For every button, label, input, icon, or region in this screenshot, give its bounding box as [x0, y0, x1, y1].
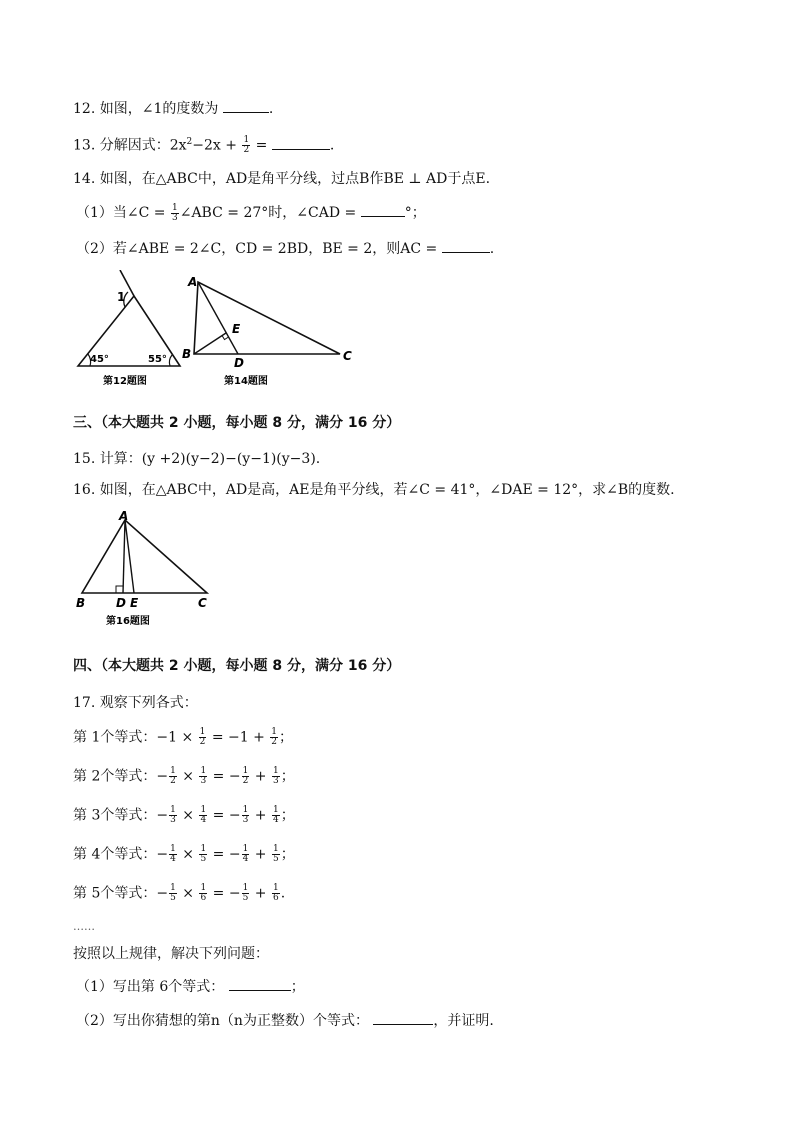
question-17: [73, 694, 198, 712]
question-14-1-fraction: $\frac{1}{3}$: [171, 202, 178, 223]
fig16-caption: 第16题图: [106, 616, 150, 627]
question-17-part-1: [76, 977, 305, 996]
question-13-fraction: $\frac{1}{2}$: [243, 135, 250, 156]
equation-2: 第 2个等式：− $\frac{1}{2}$ × $\frac{1}{3}$ = − $\frac{1}{2}$ + $\frac{1}{3}$ ；: [73, 766, 295, 786]
fig16-segment-ae: [125, 520, 134, 593]
fig14-label-d: D: [234, 356, 244, 370]
fig14-caption: 第14题图: [224, 376, 268, 387]
question-14-2-end: .: [489, 241, 495, 257]
question-14-1-prefix: （1）当∠C =: [76, 205, 170, 221]
equation-5: 第 5个等式：− $\frac{1}{5}$ × $\frac{1}{6}$ = − $\frac{1}{5}$ + $\frac{1}{6}$ .: [73, 883, 286, 903]
answer-blank-14-1: [361, 203, 405, 217]
question-13-end: .: [329, 137, 335, 154]
fig16-label-b: B: [76, 596, 86, 610]
question-13-equals: =: [251, 137, 268, 154]
fig14-label-e: E: [232, 322, 241, 336]
section-3-title: 三、（本大题共 2 小题，每小题 8 分，满分 16 分）: [73, 415, 401, 431]
question-14-text: 14. 如图，在△ABC中，AD是角平分线，过点B作BE ⊥ AD于点E.: [73, 171, 491, 187]
fig12-caption: 第12题图: [103, 376, 147, 387]
question-13: [73, 133, 334, 155]
figure-14: [180, 270, 360, 390]
fig12-label-55: 55°: [148, 354, 167, 365]
question-17-2-text: （2）写出你猜想的第n（n为正整数）个等式：: [76, 1013, 369, 1029]
fig14-label-a: A: [188, 275, 198, 289]
question-13-mid: −2x +: [192, 137, 242, 154]
fig14-triangle: [194, 282, 340, 354]
figure-12: [70, 270, 190, 390]
rule-instruction: 按照以上规律，解决下列问题：: [73, 946, 269, 962]
answer-blank-17-2: [373, 1011, 433, 1025]
fig12-label-45: 45°: [90, 354, 109, 365]
fig16-right-angle-mark: [116, 586, 123, 593]
question-12-end: .: [268, 101, 274, 117]
section-4-title: 四、（本大题共 2 小题，每小题 8 分，满分 16 分）: [73, 658, 401, 674]
answer-blank-13: [272, 136, 330, 150]
fig16-label-e: E: [130, 596, 139, 610]
fig16-segment-ad: [123, 520, 125, 593]
question-15-text: 15. 计算：(y +2)(y−2)−(y−1)(y−3).: [73, 451, 321, 467]
answer-blank-14-2: [442, 239, 490, 253]
question-12-text: 12. 如图，∠1的度数为: [73, 101, 219, 117]
answer-blank-12: [223, 99, 269, 113]
question-13-prefix: 13. 分解因式：2x: [73, 137, 187, 154]
question-14: [73, 170, 490, 188]
question-12: [73, 99, 273, 118]
question-16: [73, 481, 675, 499]
question-14-1-end: °；: [404, 205, 426, 221]
question-16-text: 16. 如图，在△ABC中，AD是高，AE是角平分线，若∠C = 41°，∠DAE = 12°，求∠B的度数.: [73, 482, 675, 498]
question-14-2-text: （2）若∠ABE = 2∠C，CD = 2BD，BE = 2，则AC =: [76, 241, 438, 257]
fig12-label-1: 1: [117, 290, 126, 304]
equation-1: 第 1个等式：−1 × $\frac{1}{2}$ = −1 + $\frac{1}{2}$ ；: [73, 727, 294, 747]
fig14-segment-be: [194, 333, 226, 354]
figure-16: [70, 508, 220, 633]
question-17-1-text: （1）写出第 6个等式：: [76, 979, 225, 995]
answer-blank-17-1: [229, 977, 291, 991]
question-13-exponent: 2: [186, 137, 193, 147]
fig14-label-c: C: [343, 349, 352, 363]
question-14-1-mid: ∠ABC = 27°时，∠CAD =: [179, 205, 357, 221]
fig16-label-c: C: [198, 596, 207, 610]
fig16-label-d: D: [116, 596, 126, 610]
ellipsis: ……: [73, 920, 95, 933]
question-17-1-end: ；: [290, 979, 305, 995]
question-17-text: 17. 观察下列各式：: [73, 695, 198, 711]
question-14-part-2: [76, 239, 494, 258]
equation-4: 第 4个等式：− $\frac{1}{4}$ × $\frac{1}{5}$ = − $\frac{1}{4}$ + $\frac{1}{5}$ ；: [73, 844, 295, 864]
fig14-label-b: B: [182, 347, 192, 361]
fig16-label-a: A: [119, 509, 129, 523]
question-15: [73, 450, 320, 468]
question-17-2-end: ，并证明.: [433, 1013, 494, 1029]
question-17-part-2: [76, 1011, 494, 1030]
equation-3: 第 3个等式：− $\frac{1}{3}$ × $\frac{1}{4}$ = − $\frac{1}{3}$ + $\frac{1}{4}$ ；: [73, 805, 295, 825]
fig16-triangle: [82, 520, 207, 593]
question-14-part-1: [76, 203, 426, 223]
